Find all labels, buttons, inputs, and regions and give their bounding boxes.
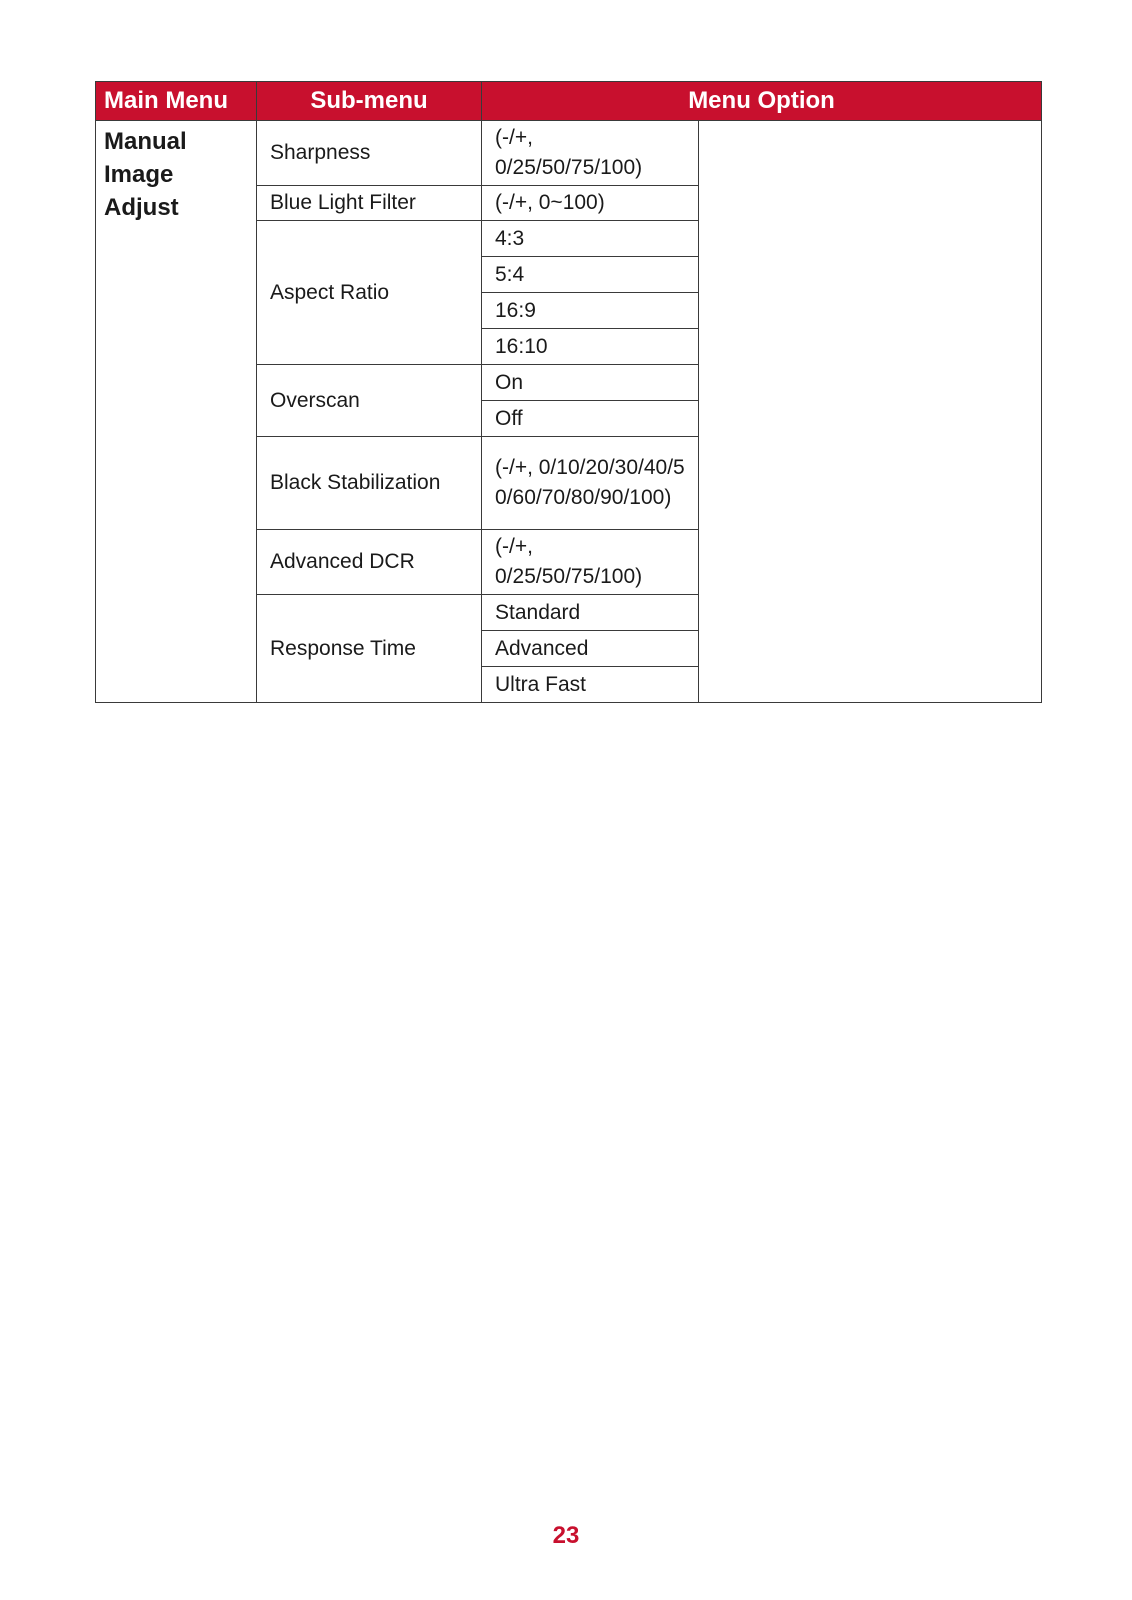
page-number: 23 (552, 1522, 580, 1549)
option-response-ultra-fast: Ultra Fast (482, 667, 699, 703)
submenu-sharpness: Sharpness (257, 121, 482, 186)
option-aspect-16-10: 16:10 (482, 329, 699, 365)
option-blue-light-range: (-/+, 0~100) (482, 186, 699, 221)
table-row (96, 121, 1042, 186)
menu-table (95, 81, 1042, 703)
header-main-menu: Main Menu (96, 82, 257, 121)
option-aspect-4-3: 4:3 (482, 221, 699, 257)
submenu-aspect-ratio: Aspect Ratio (257, 221, 482, 365)
table-header-row (96, 82, 1042, 121)
option-aspect-5-4: 5:4 (482, 257, 699, 293)
option-aspect-16-9: 16:9 (482, 293, 699, 329)
main-menu-item: Manual Image Adjust (96, 121, 257, 703)
option-advanced-dcr-range: (-/+, 0/25/50/75/100) (482, 530, 699, 595)
submenu-response-time: Response Time (257, 595, 482, 703)
submenu-overscan: Overscan (257, 365, 482, 437)
option-response-advanced: Advanced (482, 631, 699, 667)
header-menu-option: Menu Option (482, 82, 1042, 121)
option-overscan-off: Off (482, 401, 699, 437)
option-sharpness-range: (-/+, 0/25/50/75/100) (482, 121, 699, 186)
option-overscan-on: On (482, 365, 699, 401)
submenu-blue-light-filter: Blue Light Filter (257, 186, 482, 221)
submenu-black-stabilization: Black Stabilization (257, 437, 482, 530)
option-response-standard: Standard (482, 595, 699, 631)
option-black-stabilization-range: (-/+, 0/10/20/30/40/50/60/70/80/90/100) (482, 437, 699, 530)
header-sub-menu: Sub-menu (257, 82, 482, 121)
submenu-advanced-dcr: Advanced DCR (257, 530, 482, 595)
blank-column (699, 121, 1042, 703)
